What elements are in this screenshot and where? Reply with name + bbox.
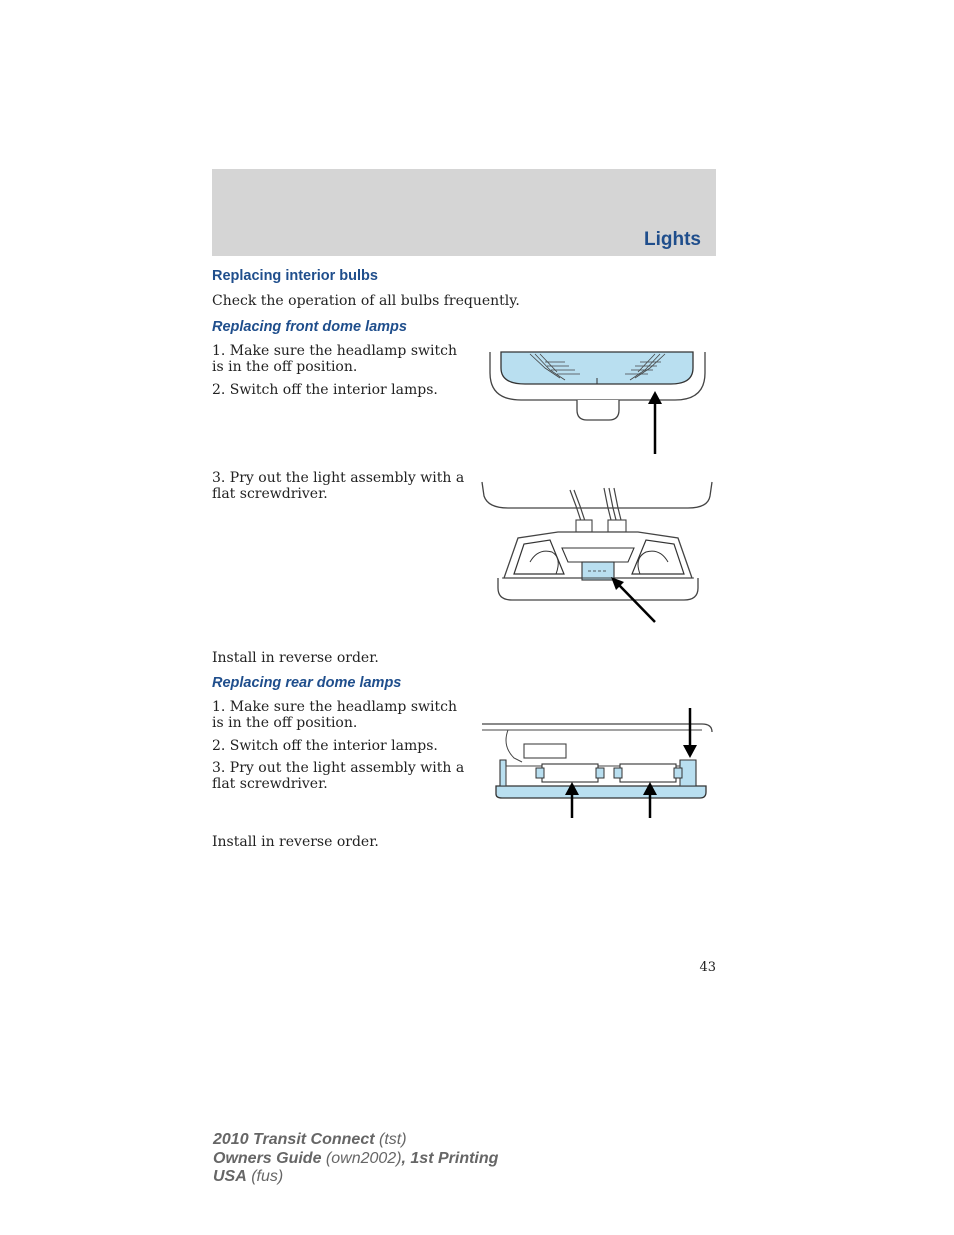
front-closing: Install in reverse order. (212, 650, 379, 666)
rear-step-3: 3. Pry out the light assembly with a flat screwdriver. (212, 760, 465, 792)
front-lamp-assembly-illustration (478, 478, 718, 626)
rear-dome-heading: Replacing rear dome lamps (212, 675, 402, 691)
footer-guide-code: (own2002) (321, 1149, 402, 1167)
rear-closing: Install in reverse order. (212, 834, 379, 850)
front-step-1: 1. Make sure the headlamp switch is in the off position. (212, 343, 457, 375)
front-step-2: 2. Switch off the interior lamps. (212, 382, 438, 398)
footer-line-3 (213, 1168, 498, 1187)
footer-market-code: (fus) (246, 1168, 284, 1185)
front-dome-lamp-illustration (485, 348, 710, 458)
footer-line-2 (213, 1150, 498, 1169)
page-number: 43 (699, 960, 716, 975)
intro-text: Check the operation of all bulbs frequently. (212, 293, 520, 309)
footer-printing: , 1st Printing (401, 1149, 499, 1167)
section-header-band (212, 169, 716, 256)
footer-model-code: (tst) (374, 1131, 407, 1148)
front-step-3: 3. Pry out the light assembly with a flat screwdriver. (212, 470, 465, 502)
footer-market: USA (213, 1168, 247, 1185)
rear-step-1: 1. Make sure the headlamp switch is in the off position. (212, 699, 457, 731)
document-footer (213, 1131, 498, 1187)
footer-guide: Owners Guide (213, 1149, 322, 1167)
footer-model: 2010 Transit Connect (213, 1131, 375, 1148)
rear-dome-lamp-illustration (482, 706, 714, 820)
section-title: Lights (644, 229, 701, 250)
front-dome-heading: Replacing front dome lamps (212, 319, 407, 335)
main-heading: Replacing interior bulbs (212, 268, 378, 284)
footer-line-1 (213, 1131, 498, 1150)
rear-step-2: 2. Switch off the interior lamps. (212, 738, 438, 754)
